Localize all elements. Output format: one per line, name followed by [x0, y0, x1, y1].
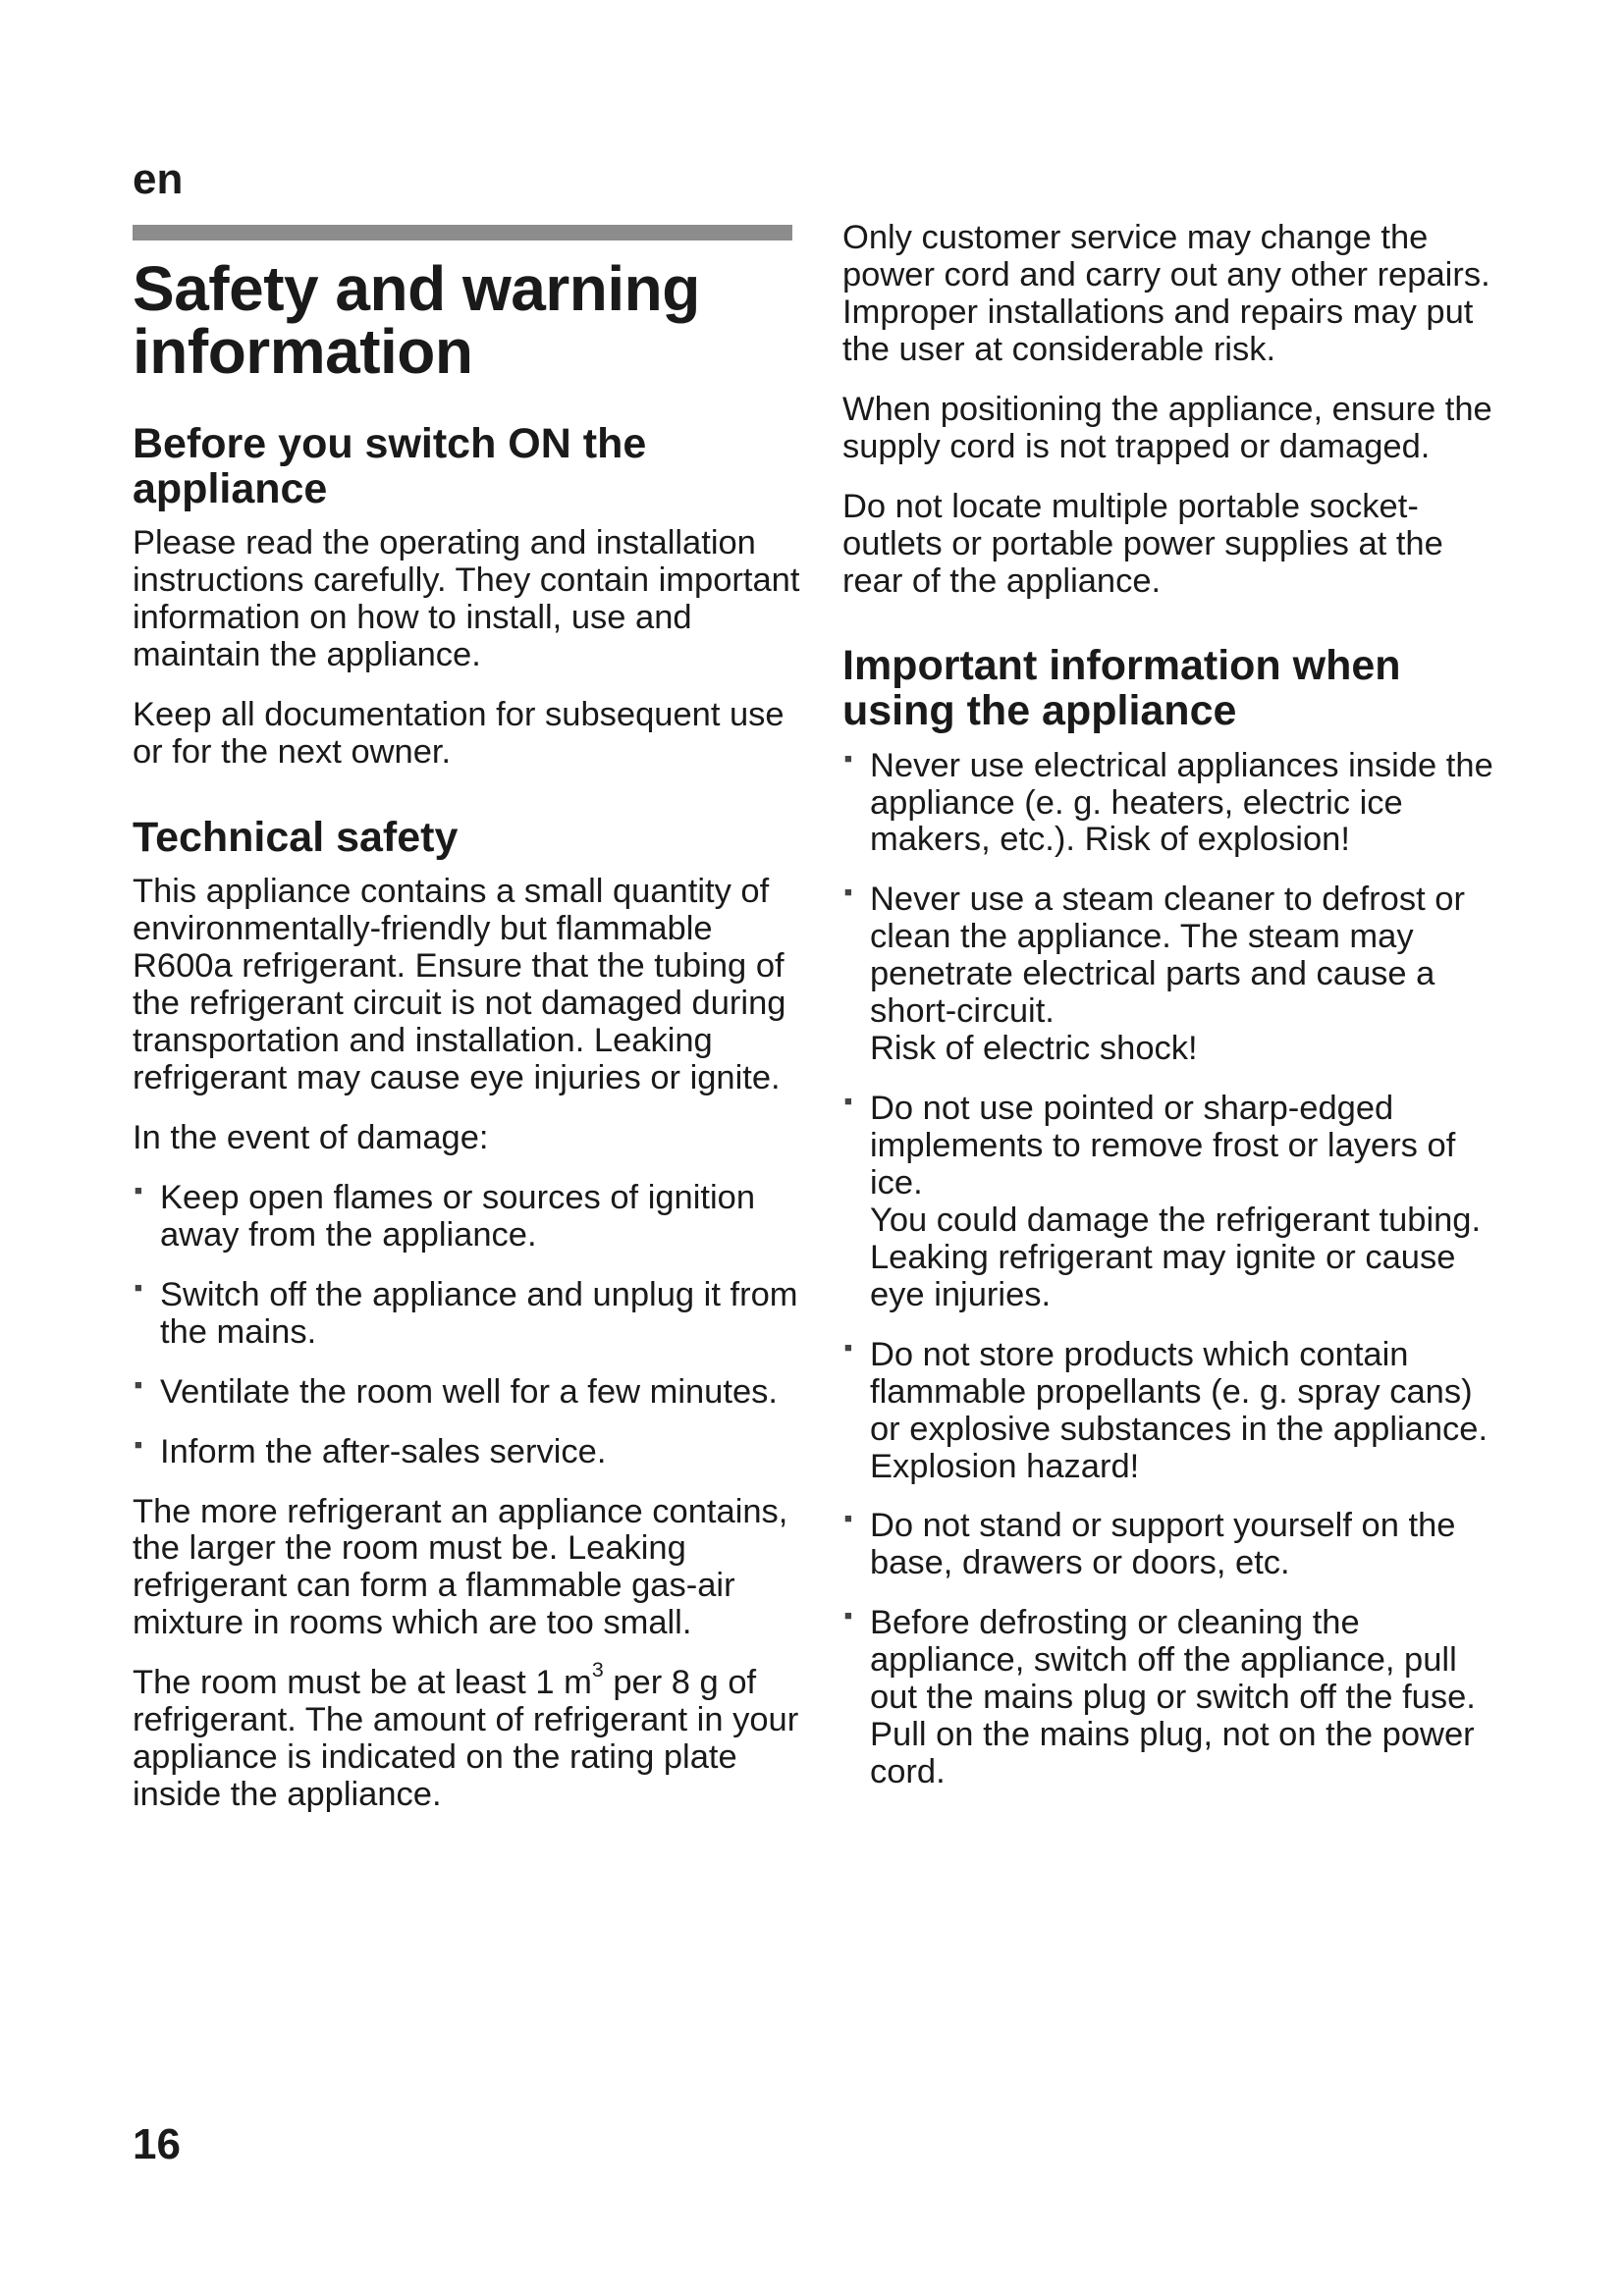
left-column [133, 253, 820, 1837]
important-heading: Important information when using the appliance [842, 642, 1401, 735]
section-gap [842, 622, 1510, 644]
right-paragraph-2: When positioning the appliance, ensure the supply cord is not trapped or damaged. [842, 390, 1492, 465]
list-item [842, 1508, 1510, 1582]
list-item-text: Never use electrical appliances inside the appliance (e. g. heaters, electric ice makers, etc.). [870, 746, 1493, 859]
list-item: ■ Inform the after-sales service. [133, 1434, 820, 1471]
list-item [842, 1091, 1510, 1314]
right-paragraph-1: Only customer service may change the power cord and carry out any other repairs. Improper installations and repairs may put the user at considerable risk. [842, 219, 1490, 368]
list-item-text: Before defrosting or cleaning the appliance, switch off the appliance, pull out the mains plug or switch off the fuse. [870, 1604, 1476, 1717]
title-rule [133, 225, 792, 240]
before-heading: Before you switch ON the appliance [133, 420, 647, 512]
warning-text: Risk of electric shock! [870, 1030, 1198, 1068]
important-list [842, 748, 1510, 1791]
list-item [842, 1605, 1510, 1791]
room-size-text: The room must be at least 1 m [133, 1664, 592, 1702]
language-code: en [133, 155, 184, 203]
list-item [842, 1337, 1510, 1486]
before-paragraph-2: Keep all documentation for subsequent use or for the next owner. [133, 695, 785, 771]
before-paragraph-1: Please read the operating and installation instructions carefully. They contain important information on how to install, use and maintain the appliance. [133, 524, 800, 673]
list-item: ■ Switch off the appliance and unplug it from the mains. [133, 1277, 820, 1352]
superscript-3: 3 [591, 1658, 604, 1682]
list-item-text: Do not stand or support yourself on the base, drawers or doors, etc. [870, 1507, 1456, 1582]
warning-text: Risk of explosion! [1084, 821, 1350, 859]
list-item: ■ Keep open flames or sources of ignition away from the appliance. [133, 1180, 820, 1255]
technical-paragraph-2: In the event of damage: [133, 1118, 489, 1156]
section-gap [133, 794, 820, 816]
page-number: 16 [133, 2120, 181, 2168]
list-item: ■ Ventilate the room well for a few minutes. [133, 1374, 820, 1412]
right-paragraph-3: Do not locate multiple portable socket-outlets or portable power supplies at the rear of the appliance. [842, 487, 1443, 600]
list-item-text: Never use a steam cleaner to defrost or clean the appliance. The steam may penetrate electrical parts and cause a short-circuit. [870, 881, 1465, 1031]
damage-list [133, 1180, 820, 1471]
list-item [842, 748, 1510, 860]
list-item [842, 881, 1510, 1068]
page-title: Safety and warning information [133, 253, 700, 387]
right-column [842, 220, 1510, 1814]
list-item-note: You could damage the refrigerant tubing. Leaking refrigerant may ignite or cause eye injuries. [870, 1201, 1482, 1313]
technical-paragraph-1: This appliance contains a small quantity of environmentally-friendly but flammable R600a refrigerant. Ensure that the tubing of the refrigerant circuit is not damaged during transportation and installation. Leaking refrigerant may cause eye injuries or ignite. [133, 873, 786, 1097]
room-size-text-rest: per 8 g of refrigerant. The amount of refrigerant in your appliance is indicated on the rating plate inside the appliance. [133, 1664, 799, 1814]
list-item-text: Do not store products which contain flammable propellants (e. g. spray cans) or explosive substances in the appliance. [870, 1335, 1489, 1448]
warning-text: Explosion hazard! [870, 1447, 1140, 1485]
list-item-note: Pull on the mains plug, not on the power cord. [870, 1716, 1475, 1791]
technical-paragraph-4 [133, 1658, 820, 1814]
list-item-text: Do not use pointed or sharp-edged implements to remove frost or layers of ice. [870, 1090, 1456, 1201]
technical-paragraph-3: The more refrigerant an appliance contains, the larger the room must be. Leaking refrigerant can form a flammable gas-air mixture in rooms which are too small. [133, 1492, 788, 1642]
technical-heading: Technical safety [133, 813, 459, 861]
